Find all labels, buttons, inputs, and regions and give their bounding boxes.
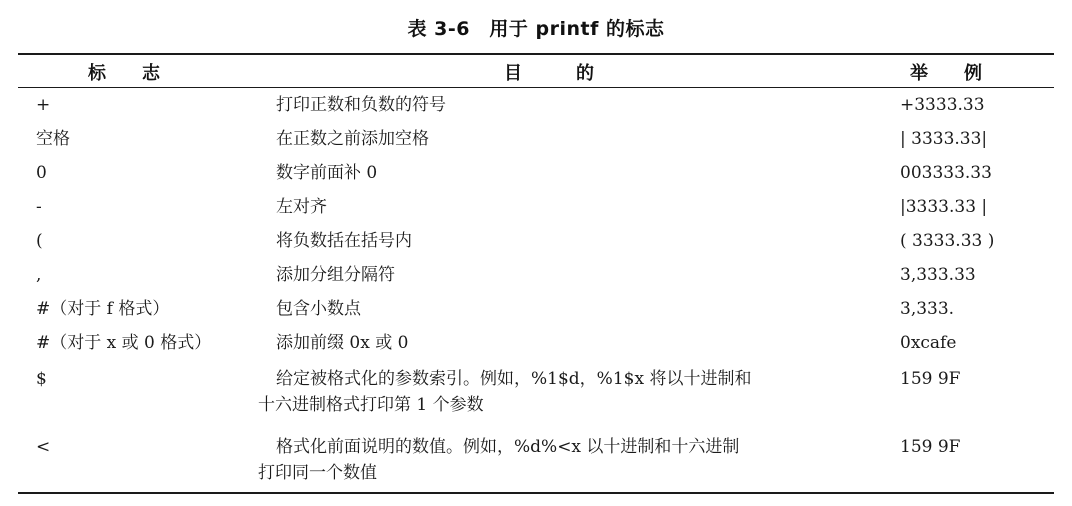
table-row: [0, 292, 1072, 326]
header-example: 举 例: [910, 63, 982, 84]
purpose-line-1: 格式化前面说明的数值。例如，%d%<x 以十进制和十六进制: [276, 437, 740, 457]
flag-cell: 空格: [36, 129, 70, 149]
table-body: [0, 88, 1072, 496]
flag-cell: #（对于 x 或 0 格式）: [36, 333, 212, 353]
flag-cell: $: [36, 369, 47, 389]
table-row: [0, 258, 1072, 292]
example-cell: 3,333.33: [900, 265, 976, 285]
purpose-cell: 左对齐: [276, 197, 327, 217]
purpose-cell: [258, 366, 858, 418]
header-flag: 标 志: [88, 63, 160, 84]
purpose-cell: 添加前缀 0x 或 0: [276, 333, 409, 353]
table-top-rule: [18, 53, 1054, 55]
flag-cell: ,: [36, 265, 42, 285]
example-cell: +3333.33: [900, 95, 985, 115]
table-row: [0, 122, 1072, 156]
example-cell: ( 3333.33 ): [900, 231, 995, 251]
table-row: [0, 156, 1072, 190]
purpose-cell: 添加分组分隔符: [276, 265, 395, 285]
table-bottom-rule: [18, 492, 1054, 494]
purpose-cell: 包含小数点: [276, 299, 361, 319]
table-row: [0, 190, 1072, 224]
table-row: [0, 326, 1072, 360]
flag-cell: +: [36, 95, 51, 115]
purpose-cell: [258, 434, 858, 486]
header-purpose: 目 的: [504, 63, 594, 84]
purpose-cell: 将负数括在括号内: [276, 231, 412, 251]
example-cell: |3333.33 |: [900, 197, 988, 217]
flag-cell: (: [36, 231, 43, 251]
example-cell: 003333.33: [900, 163, 992, 183]
table-row: [0, 428, 1072, 496]
purpose-line-1: 给定被格式化的参数索引。例如，%1$d，%1$x 将以十进制和: [276, 369, 752, 389]
table-caption: 表 3-6 用于 printf 的标志: [407, 18, 665, 40]
example-cell: 3,333.: [900, 299, 955, 319]
flag-cell: -: [36, 197, 42, 217]
purpose-cell: 打印正数和负数的符号: [276, 95, 446, 115]
flag-cell: <: [36, 437, 51, 457]
example-cell: 159 9F: [900, 369, 961, 389]
purpose-cell: 在正数之前添加空格: [276, 129, 429, 149]
table-row: [0, 360, 1072, 428]
example-cell: 159 9F: [900, 437, 961, 457]
example-cell: | 3333.33|: [900, 129, 988, 149]
table-row: [0, 224, 1072, 258]
purpose-line-2: 十六进制格式打印第 1 个参数: [258, 395, 484, 415]
flag-cell: #（对于 f 格式）: [36, 299, 170, 319]
flag-cell: 0: [36, 163, 47, 183]
purpose-line-2: 打印同一个数值: [258, 463, 377, 483]
example-cell: 0xcafe: [900, 333, 957, 353]
purpose-cell: 数字前面补 0: [276, 163, 378, 183]
table-row: [0, 88, 1072, 122]
